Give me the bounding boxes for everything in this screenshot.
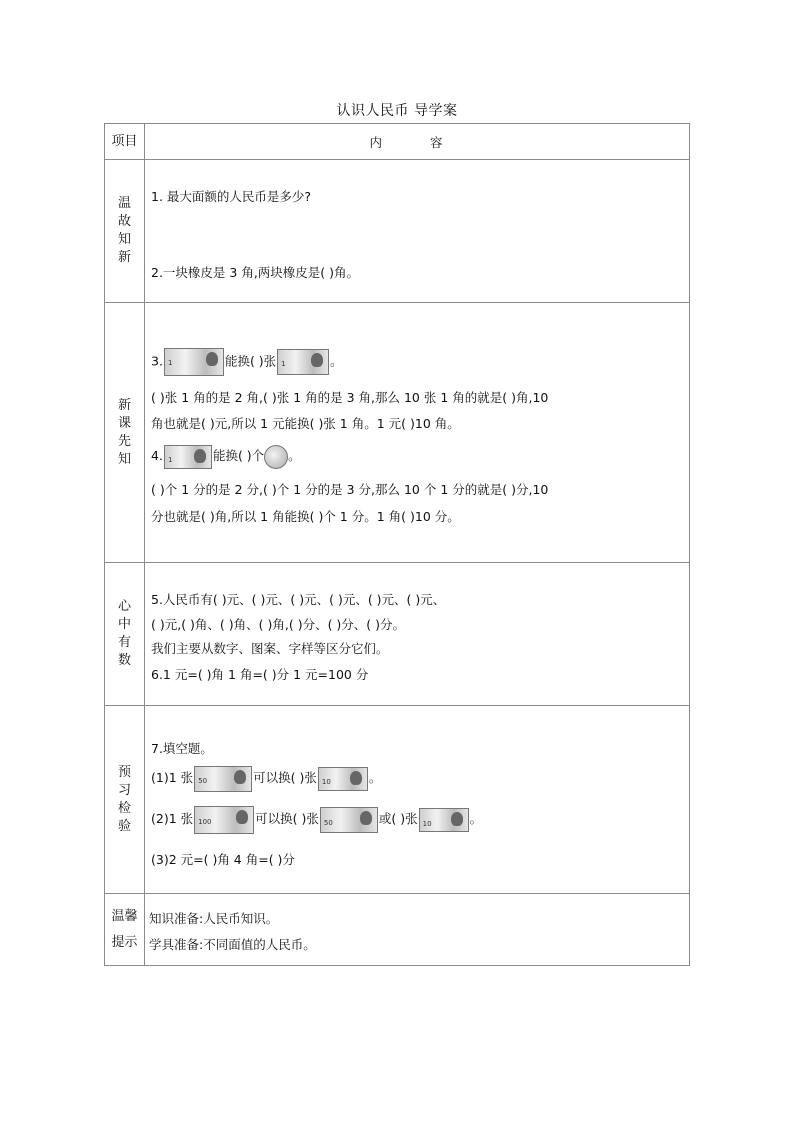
question-4: 4. 1 能换( )个 。 — [151, 443, 683, 469]
fifty-yuan-note-image: 50 — [194, 766, 252, 792]
section-content — [145, 303, 690, 563]
one-jiao-note-image: 1 — [277, 349, 329, 375]
text-line: 分也就是( )角,所以 1 角能换( )个 1 分。1 角( )10 分。 — [151, 509, 460, 524]
ten-yuan-note-image: 10 — [419, 808, 469, 832]
question-3: 3. 1 能换( )张 1 。 — [151, 348, 683, 376]
section-content — [145, 894, 690, 966]
question-1: 1. 最大面额的人民币是多少? — [151, 189, 312, 204]
hundred-yuan-note-image: 100 — [194, 806, 254, 834]
section-label: 温馨提示 — [105, 894, 145, 966]
section-tips — [105, 894, 690, 966]
question-7-2: (2)1 张 100 可以换( )张 50 或( )张 10 。 — [151, 805, 683, 834]
one-jiao-note-image: 1 — [164, 445, 212, 469]
text-line: 我们主要从数字、图案、字样等区分它们。 — [151, 641, 389, 656]
section-label: 预习检验 — [105, 706, 145, 894]
one-yuan-note-image: 1 — [164, 348, 224, 376]
text-line: 角也就是( )元,所以 1 元能换( )张 1 角。1 元( )10 角。 — [151, 416, 460, 431]
fifty-yuan-note-image: 50 — [320, 807, 378, 833]
section-label: 心中有数 — [105, 563, 145, 706]
question-5: 5.人民币有( )元、( )元、( )元、( )元、( )元、( )元、 — [151, 592, 446, 607]
section-review — [105, 160, 690, 303]
section-new-lesson — [105, 303, 690, 563]
text-line: ( )张 1 角的是 2 角,( )张 1 角的是 3 角,那么 10 张 1 角的就是( )角,10 — [151, 390, 549, 405]
question-7-1: (1)1 张 50 可以换( )张 10 。 — [151, 765, 683, 792]
section-label: 温故知新 — [105, 160, 145, 303]
header-item: 项目 — [105, 124, 145, 160]
worksheet-table — [104, 123, 690, 966]
question-6: 6.1 元=( )角 1 角=( )分 1 元=100 分 — [151, 667, 369, 682]
tip-tools: 学具准备:不同面值的人民币。 — [149, 937, 316, 952]
question-7: 7.填空题。 — [151, 741, 213, 756]
section-content — [145, 563, 690, 706]
ten-yuan-note-image: 10 — [318, 767, 368, 791]
header-row — [105, 124, 690, 160]
question-2: 2.一块橡皮是 3 角,两块橡皮是( )角。 — [151, 265, 360, 280]
question-7-3: (3)2 元=( )角 4 角=( )分 — [151, 852, 295, 867]
section-check — [105, 706, 690, 894]
section-label: 新课先知 — [105, 303, 145, 563]
text-line: ( )元,( )角、( )角、( )角,( )分、( )分、( )分。 — [151, 617, 406, 632]
header-content: 内 容 — [145, 124, 690, 160]
section-know — [105, 563, 690, 706]
section-content — [145, 160, 690, 303]
page-title: 认识人民币 导学案 — [336, 103, 458, 119]
section-content — [145, 706, 690, 894]
text-line: ( )个 1 分的是 2 分,( )个 1 分的是 3 分,那么 10 个 1 分的就是( )分,10 — [151, 482, 549, 497]
tip-knowledge: 知识准备:人民币知识。 — [149, 911, 279, 926]
one-fen-coin-image — [264, 445, 288, 469]
